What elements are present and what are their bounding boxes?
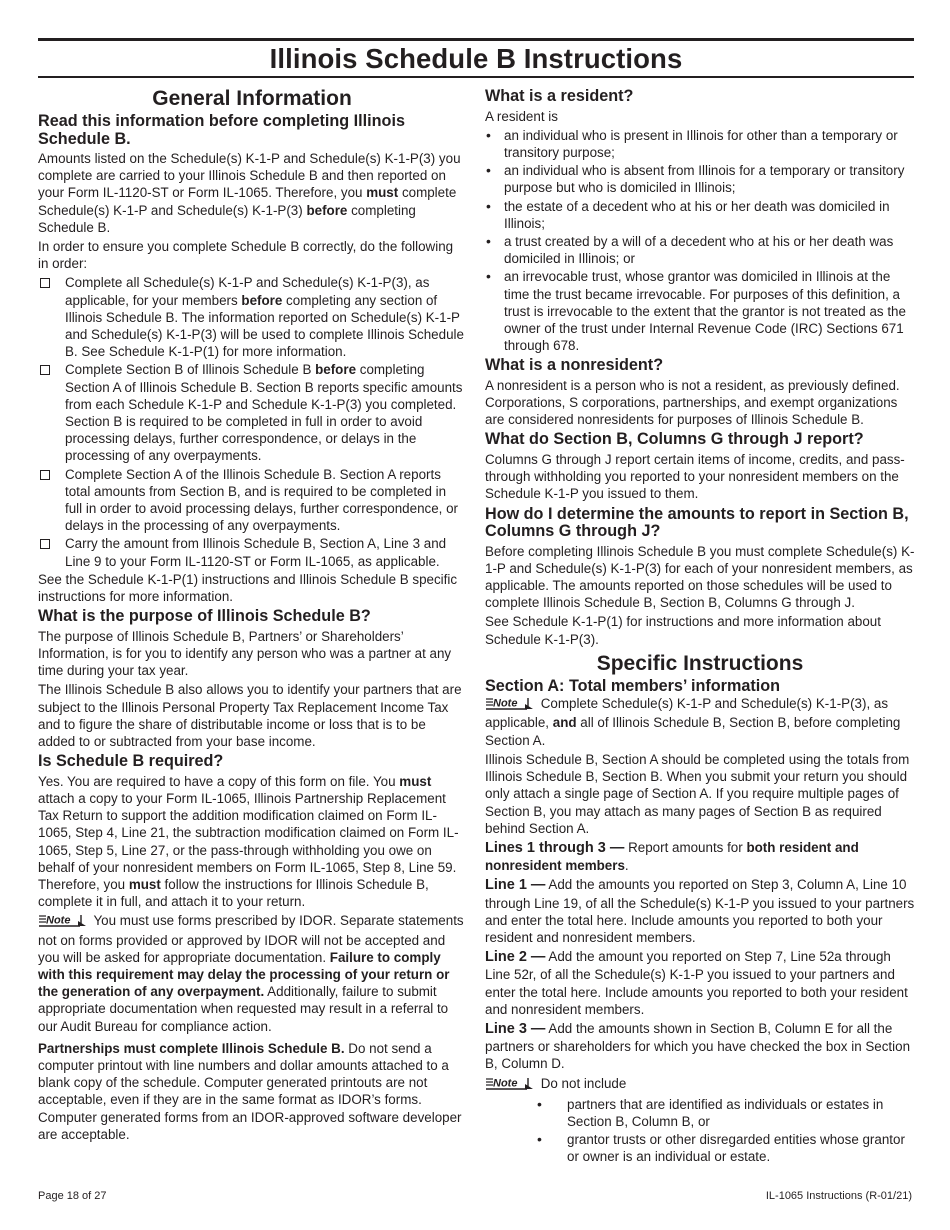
see-k1-paragraph: See the Schedule K-1-P(1) instructions and Illinois Schedule B specific instructions for more information.: [38, 571, 458, 605]
columns-gj-paragraph: Columns G through J report certain items of income, credits, and pass-through withholding you reported to your nonresident members on the Schedule K-1-P you issued to them.: [485, 451, 905, 502]
svg-text:Note: Note: [46, 914, 71, 927]
resident-heading: What is a resident?: [485, 87, 634, 105]
note-paragraph: Note You must use forms prescribed by IDOR. Separate statements not on forms provided or approved by IDOR will not be accepted and you will be asked for appropriate documentation. Failure to comply with this requirement may delay the processing of your return or the generation of any overpayment. Additionally, failure to submit appropriate documentation when requested may result in a referral to our Audit Bureau for compliance action.: [38, 913, 464, 1034]
lines-1-3-paragraph: Lines 1 through 3 — Report amounts for both resident and nonresident members.: [485, 839, 859, 874]
note-arrow-icon: [485, 1076, 535, 1094]
list-item: • an individual who is present in Illinois for other than a temporary or transitory purpose;: [486, 126, 898, 160]
resident-intro: A resident is: [485, 108, 558, 124]
nonresident-heading: What is a nonresident?: [485, 356, 664, 375]
bullet-icon: •: [486, 126, 491, 143]
checklist-item: Carry the amount from Illinois Schedule B, Section A, Line 3 and Line 9 to your Form IL-1120-ST or Form IL-1065, as applicable.: [38, 535, 466, 569]
checkbox-icon: [40, 278, 50, 288]
svg-text:Note: Note: [493, 1077, 518, 1090]
list-item: • an individual who is absent from Illinois for a temporary or transitory purpose but who is domiciled in Illinois;: [486, 162, 905, 196]
line-1-paragraph: Line 1 — Add the amounts you reported on Step 3, Column A, Line 10 through Line 19, of all the Schedule(s) K-1-P you issued to your partners and enter the total here. Include amounts you reported to both your resident and nonresident members.: [485, 877, 915, 945]
svg-text:Note: Note: [493, 697, 518, 710]
bullet-icon: •: [486, 232, 491, 249]
line-3-paragraph: Line 3 — Add the amounts shown in Section B, Column E for all the partners or shareholders for which you have checked the box in Section B, Column D.: [485, 1020, 911, 1072]
document-title: Illinois Schedule B Instructions: [269, 43, 683, 74]
intro-paragraph: Amounts listed on the Schedule(s) K-1-P and Schedule(s) K-1-P(3) you complete are carried to your Illinois Schedule B and then reported on your Form IL-1120-ST or Form IL-1065. Therefore, you must complete Schedule(s) K-1-P and Schedule(s) K-1-P(3) before completing Schedule B.: [38, 151, 461, 235]
general-information-heading: General Information: [152, 87, 352, 110]
checklist-item: Complete Section A of the Illinois Schedule B. Section A reports total amounts from Section B, and is required to be completed in full in order to avoid processing delays, further correspondence, or delays in the processing of any overpayments.: [38, 466, 466, 535]
read-before-heading: Read this information before completing Illinois Schedule B.: [38, 112, 405, 148]
purpose-paragraph-2: The Illinois Schedule B also allows you to identify your partners that are subject to the Illinois Personal Property Tax Replacement Income Tax and to figure the share of distributable income or loss that is to be added to or subtracted from your base income.: [38, 682, 462, 749]
list-item: • a trust created by a will of a decedent who at his or her death was domiciled in Illinois; or: [486, 232, 894, 267]
checkbox-icon: [40, 365, 50, 375]
required-paragraph: Yes. You are required to have a copy of this form on file. You must attach a copy to your Form IL-1065, Illinois Partnership Replacement Tax Return to support the addition modification claimed on Form IL-1065, Step 4, Line 21, the subtraction modification claimed on Form IL-1065, Step 5, Line 27, or the pass-through withholding you owe on behalf of your nonresident members on Form IL-1065, Step 8, Line 59. Therefore, you must follow the instructions for Illinois Schedule B, complete it in full, and attach it to your return.: [38, 773, 459, 910]
bullet-icon: •: [486, 197, 491, 214]
specific-instructions-heading: Specific Instructions: [596, 651, 804, 675]
line-2-paragraph: Line 2 — Add the amount you reported on Step 7, Line 52a through Line 52r, of all the Schedule(s) K-1-P you issued to your partners and enter the total here. Include amounts you reported to both your resident and nonresident members.: [485, 949, 908, 1017]
bullet-icon: •: [537, 1131, 542, 1148]
checklist-item: Complete Section B of Illinois Schedule B before completing Section A of Illinois Schedule B. Section B reports specific amounts from each Schedule K-1-P and Schedule K-1-P(3) you completed. Section B is required to be completed in full in order to avoid processing delays, further correspondence, or delays in the processing of any overpayments.: [38, 361, 466, 464]
form-revision: IL-1065 Instructions (R-01/21): [765, 1190, 912, 1202]
determine-paragraph-2: See Schedule K-1-P(1) for instructions and more information about Schedule K-1-P(3).: [485, 614, 881, 647]
checklist-item: Complete all Schedule(s) K-1-P and Schedule(s) K-1-P(3), as applicable, for your members before completing any section of Illinois Schedule B. The information reported on Schedule(s) K-1-P and Schedule(s) K-1-P(3) will be used to complete Illinois Schedule B. See Schedule K-1-P(1) for more information.: [38, 274, 466, 360]
list-item: • the estate of a decedent who at his or her death was domiciled in Illinois;: [486, 197, 890, 231]
do-not-include-note: Note Do not include: [485, 1075, 915, 1094]
section-a-paragraph: Illinois Schedule B, Section A should be completed using the totals from Illinois Schedule B, Section B. When you submit your return you should only attach a single page of Section A. If you require multiple pages of Section B, you may attach as many pages of Section B as required behind Section A.: [485, 751, 910, 836]
determine-heading: How do I determine the amounts to report in Section B, Columns G through J?: [485, 504, 909, 541]
title-rule-bottom: [38, 76, 914, 78]
title-rule-top: [38, 38, 914, 41]
list-item: • grantor trusts or other disregarded entities whose grantor or owner is an individual or estate.: [537, 1131, 905, 1165]
list-item: • an irrevocable trust, whose grantor was domiciled in Illinois at the time the trust became irrevocable. For purposes of this definition, a trust is irrevocable to the extent that the grantor is not treated as the owner of the trust under Internal Revenue Code (IRC) Sections 671 through 678.: [486, 268, 906, 354]
list-item: • partners that are identified as individuals or estates in Section B, Column B, or: [537, 1095, 884, 1129]
checkbox-icon: [40, 470, 50, 480]
determine-paragraph-1: Before completing Illinois Schedule B you must complete Schedule(s) K-1-P and Schedule(s) K-1-P(3) for each of your nonresident members, as applicable. The amounts reported on those schedules will be used to complete Illinois Schedule B, Section B, Columns G through J.: [485, 543, 915, 611]
nonresident-paragraph: A nonresident is a person who is not a resident, as previously defined. Corporations, S corporations, partnerships, and exempt organizations are considered nonresidents for purposes of Illinois Schedule B.: [485, 377, 900, 428]
bullet-icon: •: [486, 162, 491, 179]
partnerships-paragraph: Partnerships must complete Illinois Schedule B. Do not send a computer printout with line numbers and dollar amounts attached to a blank copy of the schedule. Computer generated printouts are not acceptable, even if they are in the same format as IDOR’s forms. Computer generated forms from an IDOR-approved software developer are acceptable.: [38, 1040, 462, 1142]
exclusions-list: [485, 1096, 915, 1166]
order-paragraph: In order to ensure you complete Schedule B correctly, do the following in order:: [38, 239, 454, 272]
required-heading: Is Schedule B required?: [38, 752, 224, 771]
bullet-icon: •: [537, 1095, 542, 1112]
resident-list: [485, 127, 915, 355]
right-column: [485, 86, 915, 1167]
steps-checklist: [38, 274, 466, 569]
section-a-heading: Section A: Total members’ information: [485, 676, 781, 695]
note-arrow-icon: [485, 696, 535, 714]
page-number: Page 18 of 27: [38, 1190, 107, 1202]
note-arrow-icon: [38, 913, 88, 931]
checkbox-icon: [40, 539, 50, 549]
left-column: [38, 86, 466, 1145]
purpose-heading: What is the purpose of Illinois Schedule B?: [38, 607, 371, 626]
purpose-paragraph-1: The purpose of Illinois Schedule B, Partners’ or Shareholders’ Information, is for you to identify any person who was a partner at any time during your tax year.: [38, 628, 452, 679]
section-a-note: Note Complete Schedule(s) K-1-P and Schedule(s) K-1-P(3), as applicable, and all of Illinois Schedule B, Section B, before completing Section A.: [485, 696, 901, 748]
bullet-icon: •: [486, 268, 491, 285]
columns-gj-heading: What do Section B, Columns G through J report?: [485, 430, 864, 449]
